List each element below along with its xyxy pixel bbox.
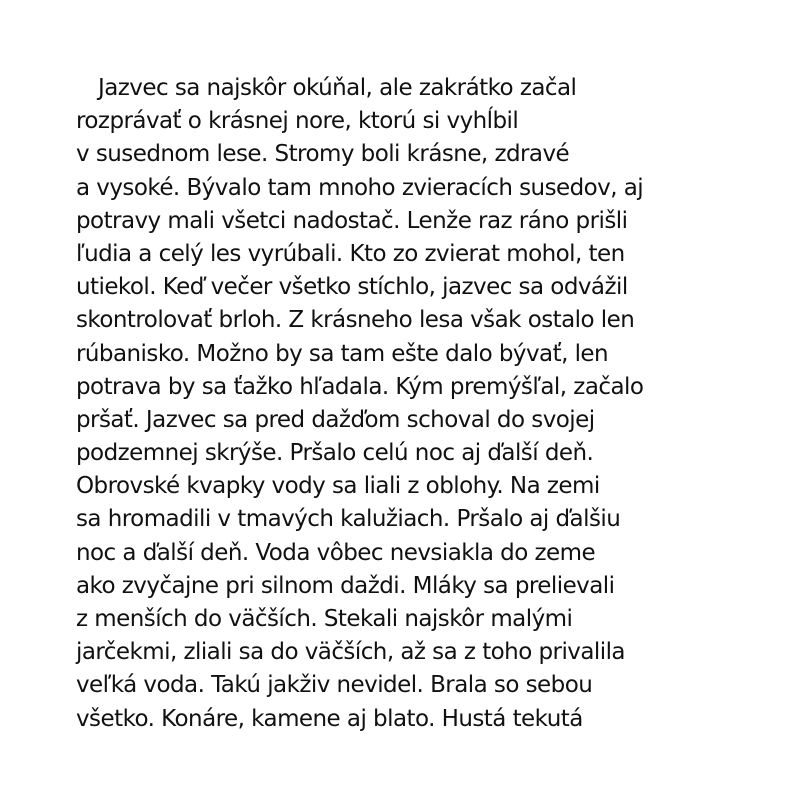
text-line: z menších do väčších. Stekali najskôr malými [76,606,573,632]
text-line: všetko. Konáre, kamene aj blato. Hustá tekutá [76,705,583,732]
text-line: a vysoké. Bývalo tam mnoho zvieracích susedov, aj [76,174,644,201]
text-line: Obrovské kvapky vody sa liali z oblohy. Na zemi [76,473,600,500]
text-line: potrava by sa ťažko hľadala. Kým premýšľal, začalo [76,373,644,400]
text-line: sa hromadili v tmavých kalužiach. Pršalo aj ďalšiu [76,506,621,533]
text-line: skontrolovať brloh. Z krásneho lesa však ostalo len [76,307,635,334]
text-line: Jazvec sa najskôr okúňal, ale zakrátko začal [98,75,577,101]
text-line: ako zvyčajne pri silnom daždi. Mláky sa prelievali [76,572,615,599]
text-line: podzemnej skrýše. Pršalo celú noc aj ďalší deň. [76,440,594,467]
text-line: ľudia a celý les vyrúbali. Kto zo zvierat mohol, ten [76,240,625,267]
text-line: veľká voda. Takú jakživ nevidel. Brala so sebou [76,672,593,699]
text-line: rozprávať o krásnej nore, ktorú si vyhĺbil [76,108,519,135]
text-line: noc a ďalší deň. Voda vôbec nevsiakla do zeme [76,539,596,566]
text-line: rúbanisko. Možno by sa tam ešte dalo bývať, len [76,340,609,367]
text-line: potravy mali všetci nadostač. Lenže raz ráno prišli [76,207,628,234]
text-line: jarčekmi, zliali sa do väčších, až sa z toho privalila [76,639,625,666]
story-paragraph [76,72,776,736]
text-line: v susednom lese. Stromy boli krásne, zdravé [76,141,570,168]
text-line: pršať. Jazvec sa pred dažďom schoval do svojej [76,406,595,433]
text-line: utiekol. Keď večer všetko stíchlo, jazvec sa odvážil [76,274,628,301]
